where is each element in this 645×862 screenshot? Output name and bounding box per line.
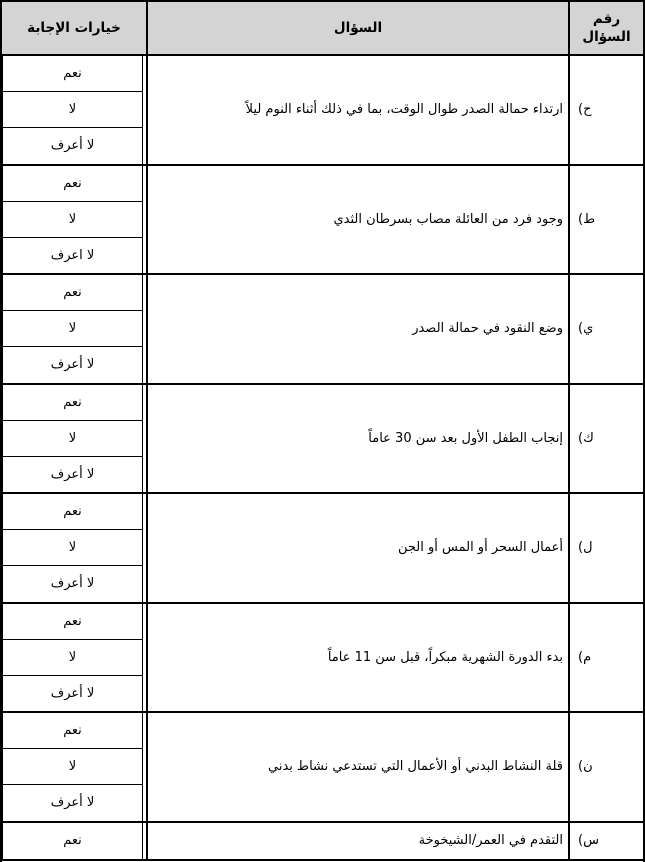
question-text: وجود فرد من العائلة مصاب بسرطان الثدي: [333, 211, 563, 227]
question-row: [2, 821, 643, 861]
question-row: [2, 711, 643, 821]
answer-options-cell: [2, 494, 146, 602]
question-number-label: م): [578, 649, 592, 665]
question-text: أعمال السحر أو المس أو الجن: [398, 540, 563, 556]
question-number-label: ك): [578, 430, 594, 446]
question-number-label: ل): [578, 540, 593, 556]
question-row: [2, 273, 643, 383]
answer-option-box: [2, 275, 143, 311]
question-text: ارتداء حمالة الصدر طوال الوقت، بما في ذلك أثناء النوم ليلاً: [245, 102, 563, 118]
question-cell: [146, 823, 570, 859]
question-text: بدء الدورة الشهرية مبكراً، قبل سن 11 عاماً: [327, 649, 563, 665]
question-text: إنجاب الطفل الأول بعد سن 30 عاماً: [368, 430, 563, 446]
answer-options-cell: [2, 166, 146, 274]
answer-option-box: [2, 457, 143, 492]
answer-option-label: نعم: [63, 833, 82, 848]
answer-options-cell: [2, 604, 146, 712]
answer-option-label: لا: [68, 321, 77, 337]
question-number-cell: [570, 275, 643, 383]
answer-options-cell: [2, 56, 146, 164]
header-question-number-label: رقم السؤال: [582, 10, 631, 45]
question-text: وضع النقود في حمالة الصدر: [412, 321, 563, 337]
answer-option-label: لا: [68, 649, 77, 665]
answer-option-box: [2, 56, 143, 92]
answer-option-box: [2, 421, 143, 457]
answer-option-label: نعم: [63, 66, 82, 82]
answer-option-box: [2, 128, 143, 163]
question-number-cell: [570, 385, 643, 493]
answer-option-label: نعم: [63, 285, 82, 301]
answer-option-box: [2, 238, 143, 273]
answer-option-label: لا أعرف: [50, 466, 95, 482]
question-cell: [146, 713, 570, 821]
answer-option-label: نعم: [63, 504, 82, 520]
question-number-label: ط): [578, 211, 596, 227]
answer-option-box: [2, 92, 143, 128]
question-text: التقدم في العمر/الشيخوخة: [418, 833, 563, 848]
answer-option-box: [2, 166, 143, 202]
header-answer-options-label: خيارات الإجابة: [27, 19, 121, 36]
question-cell: [146, 56, 570, 164]
answer-option-box: [2, 604, 143, 640]
answer-option-label: لا: [68, 430, 77, 446]
answer-option-box: [2, 823, 143, 859]
answer-option-label: لا: [68, 211, 77, 227]
question-cell: [146, 385, 570, 493]
answer-option-box: [2, 347, 143, 382]
question-cell: [146, 604, 570, 712]
question-number-cell: [570, 56, 643, 164]
question-number-label: ي): [578, 321, 594, 337]
question-number-cell: [570, 604, 643, 712]
question-number-cell: [570, 713, 643, 821]
answer-option-box: [2, 676, 143, 711]
answer-options-cell: [2, 713, 146, 821]
question-number-label: ن): [578, 759, 593, 775]
answer-option-label: نعم: [63, 723, 82, 739]
answer-option-box: [2, 785, 143, 820]
question-cell: [146, 275, 570, 383]
answer-option-label: لا أعرف: [50, 138, 95, 154]
answer-option-box: [2, 566, 143, 601]
answer-option-label: لا أعرف: [50, 576, 95, 592]
answer-options-cell: [2, 275, 146, 383]
table-body: [2, 54, 643, 861]
question-number-cell: [570, 823, 643, 859]
question-cell: [146, 166, 570, 274]
question-row: [2, 602, 643, 712]
answer-option-box: [2, 749, 143, 785]
answer-option-label: لا أعرف: [50, 357, 95, 373]
question-number-label: ح): [578, 102, 592, 118]
answer-option-box: [2, 530, 143, 566]
question-number-cell: [570, 494, 643, 602]
answer-option-box: [2, 385, 143, 421]
answer-option-label: لا أعرف: [50, 685, 95, 701]
answer-option-label: لا: [68, 102, 77, 118]
header-question-number: [570, 2, 643, 54]
answer-option-box: [2, 494, 143, 530]
answer-option-box: [2, 202, 143, 238]
question-row: [2, 54, 643, 164]
answer-option-label: نعم: [63, 394, 82, 410]
answer-option-label: لا اعرف: [50, 247, 95, 263]
question-cell: [146, 494, 570, 602]
question-row: [2, 492, 643, 602]
header-question-label: السؤال: [333, 19, 383, 36]
question-text: قلة النشاط البدني أو الأعمال التي تستدعي نشاط بدني: [268, 759, 563, 775]
answer-option-box: [2, 311, 143, 347]
answer-option-label: لا: [68, 540, 77, 556]
answer-option-label: لا أعرف: [50, 795, 95, 811]
question-number-label: س): [578, 833, 599, 848]
answer-options-cell: [2, 823, 146, 859]
question-row: [2, 383, 643, 493]
question-number-cell: [570, 166, 643, 274]
answer-option-label: نعم: [63, 175, 82, 191]
answer-options-cell: [2, 385, 146, 493]
table-header-row: [2, 2, 643, 54]
answer-option-box: [2, 640, 143, 676]
header-answer-options: [2, 2, 146, 54]
answer-option-label: لا: [68, 759, 77, 775]
header-question: [146, 2, 570, 54]
answer-option-box: [2, 713, 143, 749]
answer-option-label: نعم: [63, 613, 82, 629]
question-row: [2, 164, 643, 274]
